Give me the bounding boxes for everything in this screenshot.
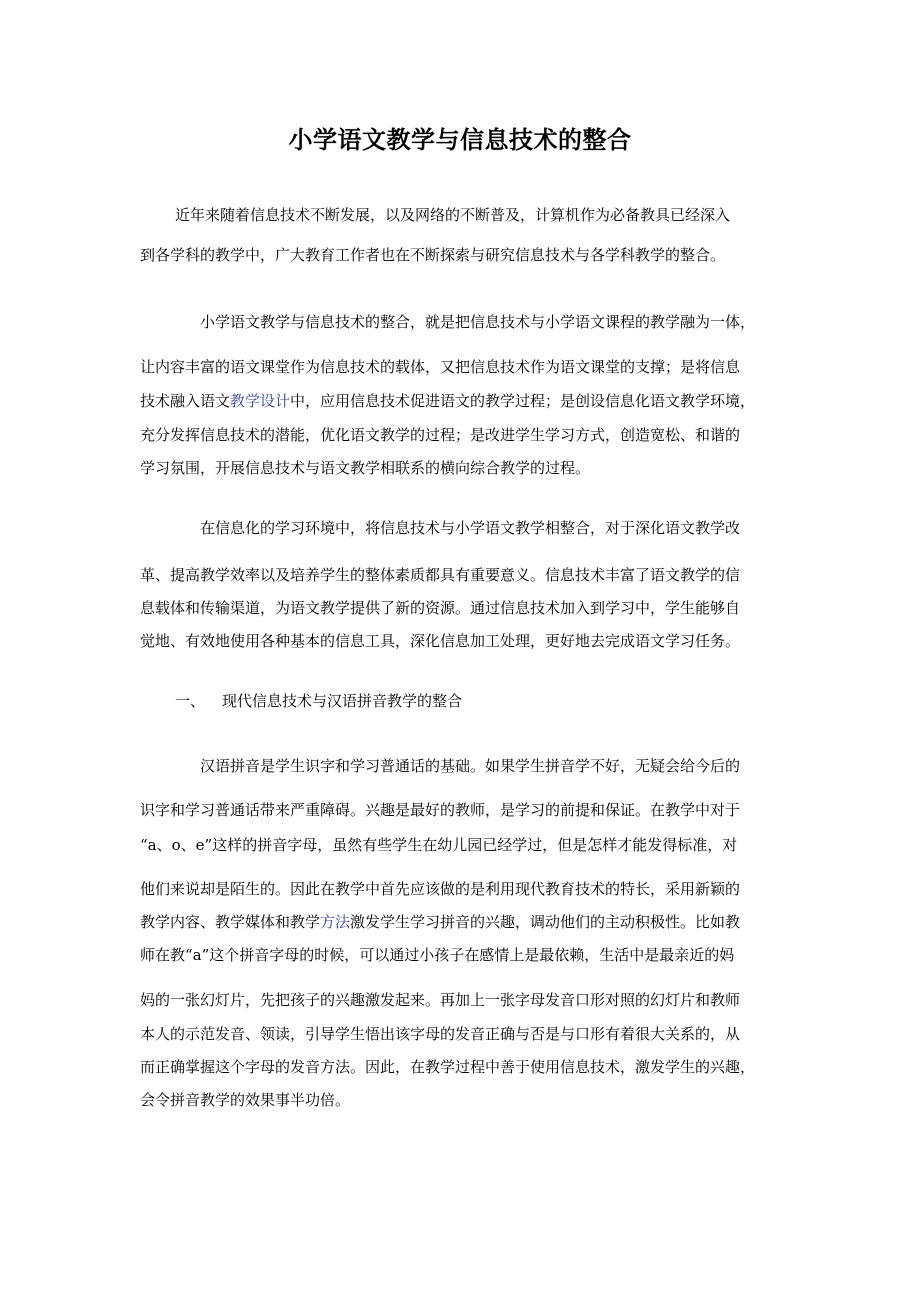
paragraph-2-line-1: 小学语文教学与信息技术的整合，就是把信息技术与小学语文课程的教学融为一体，	[200, 313, 756, 331]
paragraph-3-line-3: 息载体和传输渠道，为语文教学提供了新的资源。通过信息技术加入到学习中，学生能够自	[140, 599, 741, 617]
paragraph-2-line-3-text-a: 技术融入语文	[140, 392, 231, 410]
paragraph-3-line-1: 在信息化的学习环境中，将信息技术与小学语文教学相整合，对于深化语文教学改	[200, 519, 741, 537]
document-title: 小学语文教学与信息技术的整合	[288, 125, 632, 154]
paragraph-4-line-9: 而正确掌握这个字母的发音方法。因此，在教学过程中善于使用信息技术，激发学生的兴趣，	[140, 1058, 756, 1076]
paragraph-2-line-3-text-b: 中，应用信息技术促进语文的教学过程；是创设信息化语文教学环境，	[290, 392, 756, 410]
method-link[interactable]: 方法	[320, 913, 351, 931]
paragraph-4-line-5-text-a: 教学内容、教学媒体和教学	[140, 913, 321, 931]
paragraph-4-line-5	[140, 912, 790, 932]
paragraph-4-line-8: 本人的示范发音、领读，引导学生悟出该字母的发音正确与否是与口形有着很大关系的，从	[140, 1025, 741, 1043]
teaching-design-link[interactable]: 教学设计	[230, 392, 291, 410]
section-1-heading	[175, 691, 462, 711]
paragraph-2-line-3	[140, 391, 790, 411]
paragraph-2-line-2: 让内容丰富的语文课堂作为信息技术的载体，又把信息技术作为语文课堂的支撑；是将信息	[140, 358, 741, 376]
paragraph-2-line-5: 学习氛围，开展信息技术与语文教学相联系的横向综合教学的过程。	[140, 459, 591, 477]
paragraph-4-line-4: 他们来说却是陌生的。因此在教学中首先应该做的是利用现代教育技术的特长，采用新颖的	[140, 880, 741, 898]
paragraph-3-line-4: 觉地、有效地使用各种基本的信息工具，深化信息加工处理，更好地去完成语文学习任务。	[140, 632, 741, 650]
paragraph-4-line-6: 师在教“a”这个拼音字母的时候，可以通过小孩子在感情上是最依赖，生活中是最亲近的妈	[140, 946, 735, 964]
paragraph-4-line-2: 识字和学习普通话带来严重障碍。兴趣是最好的教师，是学习的前提和保证。在教学中对于	[140, 801, 741, 819]
paragraph-2-line-4: 充分发挥信息技术的潜能，优化语文教学的过程；是改进学生学习方式，创造宽松、和谐的	[140, 426, 741, 444]
paragraph-3-line-2: 革、提高教学效率以及培养学生的整体素质都具有重要意义。信息技术丰富了语文教学的信	[140, 566, 741, 584]
paragraph-4-line-10: 会令拼音教学的效果事半功倍。	[140, 1091, 351, 1109]
section-1-number: 一、	[175, 692, 206, 710]
paragraph-1-line-1: 近年来随着信息技术不断发展，以及网络的不断普及，计算机作为必备教具已经深入	[175, 206, 731, 224]
paragraph-4-line-5-text-b: 激发学生学习拼音的兴趣，调动他们的主动积极性。比如教	[350, 913, 741, 931]
paragraph-4-line-7: 妈的一张幻灯片，先把孩子的兴趣激发起来。再加上一张字母发音口形对照的幻灯片和教师	[140, 991, 741, 1009]
paragraph-1-line-2: 到各学科的教学中，广大教育工作者也在不断探索与研究信息技术与各学科教学的整合。	[140, 246, 726, 264]
paragraph-4-line-1: 汉语拼音是学生识字和学习普通话的基础。如果学生拼音学不好，无疑会给今后的	[200, 757, 741, 775]
section-1-title: 现代信息技术与汉语拼音教学的整合	[222, 692, 463, 710]
paragraph-4-line-3: “a、o、e”这样的拼音字母，虽然有些学生在幼儿园已经学过，但是怎样才能发得标准，对	[140, 836, 738, 854]
